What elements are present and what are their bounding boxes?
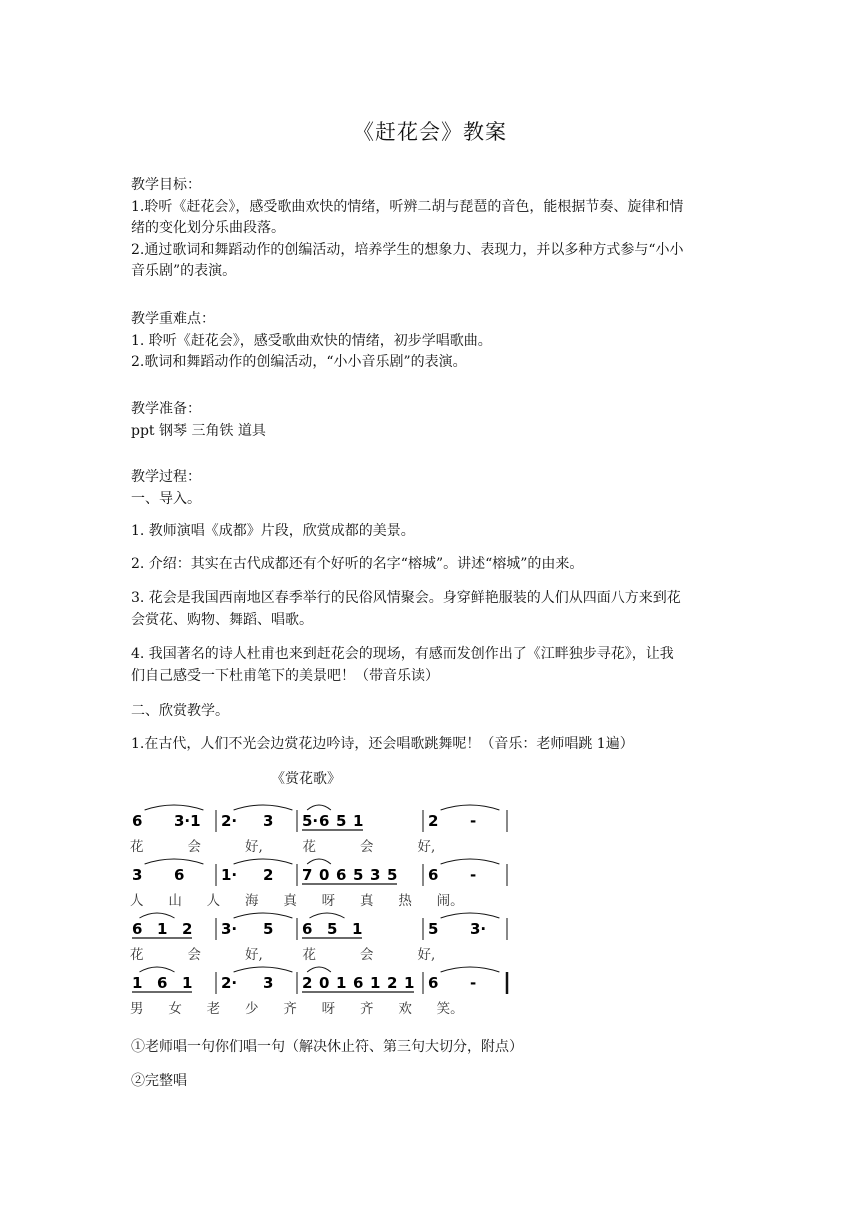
- slur-arc: [307, 859, 331, 864]
- score-note: -: [470, 866, 477, 884]
- score-lyric: 热: [398, 893, 412, 909]
- score-note: 1: [182, 974, 193, 992]
- process-paragraph: 1.在古代，人们不光会边赏花边吟诗，还会唱歌跳舞呢！（音乐：老师唱跳 1遍）: [131, 736, 634, 752]
- song-title: 《赏花歌》: [271, 771, 341, 787]
- score-note: 2: [263, 866, 274, 884]
- score-note: 1: [404, 974, 415, 992]
- score-lyric: 会: [360, 947, 374, 963]
- score-note: 1: [353, 812, 364, 830]
- score-note: 6: [157, 974, 168, 992]
- score-note: 5: [327, 920, 338, 938]
- slur-arc: [310, 913, 345, 918]
- score-note: 3·: [470, 920, 487, 938]
- slur-arc: [307, 967, 331, 972]
- teaching-note: ②完整唱: [131, 1073, 187, 1089]
- score-lyric: 好,: [245, 839, 263, 855]
- score-lyric: 好,: [417, 839, 436, 855]
- score-svg: [128, 798, 513, 1028]
- process-paragraph: 2. 介绍：其实在古代成都还有个好听的名字“榕城”。讲述“榕城”的由来。: [131, 556, 584, 572]
- score-lyric: 会: [187, 839, 201, 855]
- score-lyric: 呀: [321, 893, 336, 909]
- process-paragraph: 1. 教师演唱《成都》片段，欣赏成都的美景。: [131, 523, 415, 539]
- score-note: 6: [319, 812, 330, 830]
- score-note: 5: [353, 866, 364, 884]
- score-lyric: 花: [302, 947, 316, 963]
- slur-arc: [441, 859, 500, 864]
- score-note: 1: [336, 974, 347, 992]
- score-lyric: 花: [130, 947, 144, 963]
- score-note: 1: [352, 920, 363, 938]
- score-lyric: 真: [360, 893, 374, 909]
- key-point-line: 1. 聆听《赶花会》，感受歌曲欢快的情绪，初步学唱歌曲。: [131, 332, 492, 349]
- score-note: 6: [132, 812, 143, 830]
- paragraph-line: 3. 花会是我国西南地区春季举行的民俗风情聚会。身穿鲜艳服装的人们从四面八方来到花: [131, 590, 681, 606]
- score-lyric: 齐: [283, 1001, 297, 1017]
- score-lyric: 女: [168, 1001, 182, 1017]
- score-lyric: 笑。: [436, 1001, 464, 1017]
- score-lyric: 好,: [245, 947, 263, 963]
- slur-arc: [234, 913, 293, 918]
- preparation-heading: 教学准备：: [131, 401, 201, 417]
- slur-arc: [140, 913, 175, 918]
- slur-arc: [140, 967, 175, 972]
- slur-arc: [234, 859, 293, 864]
- score-note: 3: [132, 866, 143, 884]
- score-lyric: 海: [245, 893, 259, 909]
- score-lyric: 花: [302, 839, 316, 855]
- score-note: 0: [319, 974, 330, 992]
- paragraph-line: 会赏花、购物、舞蹈、唱歌。: [131, 611, 313, 628]
- process-heading-block: [131, 467, 731, 510]
- score-note: -: [470, 812, 477, 830]
- score-note: 2: [302, 974, 313, 992]
- score-lyric: 老: [206, 1001, 221, 1017]
- key-points-section: [131, 309, 731, 374]
- score-note: 5: [336, 812, 347, 830]
- score-note: 5: [387, 866, 398, 884]
- objectives-line: 绪的变化划分乐曲段落。: [131, 220, 285, 236]
- score-note: 2: [387, 974, 398, 992]
- objectives-line: 音乐剧”的表演。: [131, 263, 237, 279]
- preparation-section: [131, 399, 731, 442]
- score-note: -: [470, 974, 477, 992]
- score-note: 2: [182, 920, 193, 938]
- objectives-line: 2.通过歌词和舞蹈动作的创编活动，培养学生的想象力、表现力，并以多种方式参与“小小: [131, 241, 684, 258]
- score-note: 2: [428, 812, 439, 830]
- score-note: 6: [132, 920, 143, 938]
- slur-arc: [441, 805, 500, 810]
- process-paragraph: [131, 644, 731, 687]
- score-lyric: 少: [245, 1001, 259, 1017]
- score-note: 6: [174, 866, 185, 884]
- score-lyric: 人: [130, 893, 144, 909]
- score-lyric: 齐: [360, 1001, 374, 1017]
- slur-arc: [441, 913, 500, 918]
- score-note: 6: [336, 866, 347, 884]
- page-title: 《赶花会》教案: [353, 120, 507, 144]
- score-lyric: 人: [206, 893, 221, 909]
- slur-arc: [145, 805, 204, 810]
- score-note: 1·: [221, 866, 238, 884]
- score-note: 2·: [221, 812, 238, 830]
- score-note: 3: [263, 812, 274, 830]
- score-note: 3·1: [174, 812, 201, 830]
- paragraph-line: 4. 我国著名的诗人杜甫也来到赶花会的现场，有感而发创作出了《江畔独步寻花》，让我: [131, 646, 674, 662]
- key-points-heading: 教学重难点：: [131, 311, 215, 327]
- part1-heading: 一、导入。: [131, 490, 201, 507]
- score-lyric: 闹。: [436, 893, 464, 909]
- slur-arc: [441, 967, 500, 972]
- objectives-line: 1.聆听《赶花会》，感受歌曲欢快的情绪，听辨二胡与琵琶的音色，能根据节奏、旋律和情: [131, 198, 684, 215]
- slur-arc: [234, 967, 293, 972]
- score-note: 6: [353, 974, 364, 992]
- objectives-heading: 教学目标：: [131, 177, 201, 193]
- score-lyric: 会: [360, 839, 374, 855]
- score-note: 3: [370, 866, 381, 884]
- process-paragraph: [131, 588, 731, 631]
- slur-arc: [145, 859, 204, 864]
- score-note: 1: [132, 974, 143, 992]
- score-note: 1: [370, 974, 381, 992]
- teaching-note: ①老师唱一句你们唱一句（解决休止符、第三句大切分，附点）: [131, 1039, 523, 1055]
- score-lyric: 好,: [417, 947, 436, 963]
- score-note: 6: [428, 974, 439, 992]
- numbered-musical-score: [128, 798, 513, 1028]
- score-lyric: 真: [283, 893, 297, 909]
- key-point-line: 2.歌词和舞蹈动作的创编活动，“小小音乐剧”的表演。: [131, 354, 467, 370]
- score-note: 3: [263, 974, 274, 992]
- score-note: 2·: [221, 974, 238, 992]
- score-note: 6: [302, 920, 313, 938]
- score-note: 5: [428, 920, 439, 938]
- score-note: 5·: [302, 812, 319, 830]
- score-note: 0: [319, 866, 330, 884]
- slur-arc: [307, 805, 331, 810]
- paragraph-line: 们自己感受一下杜甫笔下的美景吧！（带音乐读）: [131, 667, 439, 684]
- score-lyric: 花: [130, 839, 144, 855]
- score-note: 5: [263, 920, 274, 938]
- score-note: 3·: [221, 920, 238, 938]
- score-lyric: 欢: [398, 1001, 412, 1017]
- score-note: 1: [157, 920, 168, 938]
- slur-arc: [234, 805, 293, 810]
- score-lyric: 呀: [321, 1001, 336, 1017]
- score-note: 6: [428, 866, 439, 884]
- process-heading: 教学过程：: [131, 469, 201, 485]
- objectives-section: [131, 175, 731, 283]
- score-lyric: 会: [187, 947, 201, 963]
- score-lyric: 男: [130, 1001, 144, 1017]
- score-lyric: 山: [168, 893, 182, 909]
- preparation-text: ppt 钢琴 三角铁 道具: [131, 422, 266, 439]
- score-note: 7: [302, 866, 313, 884]
- part2-heading: 二、欣赏教学。: [131, 703, 229, 719]
